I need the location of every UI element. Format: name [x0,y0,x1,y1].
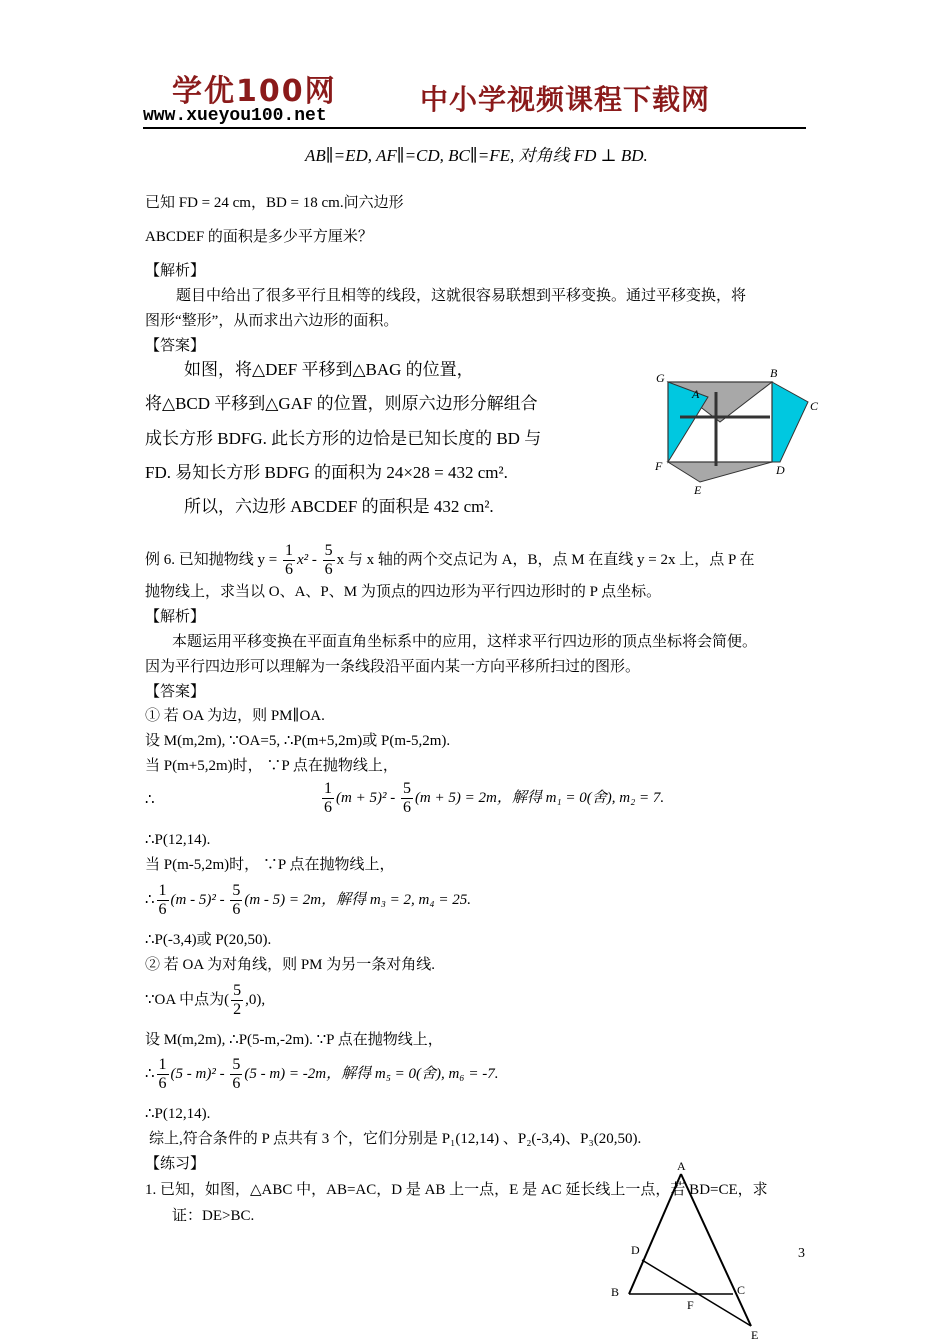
example6-analysis-label: 【解析】 [145,609,206,625]
solution-equation-2 [145,882,471,919]
label-b: B [770,366,778,380]
given-line-2: ABCDEF 的面积是多少平方厘米？ [145,229,373,245]
frac-num: 5 [232,882,241,899]
given-line-1: 已知 FD = 24 cm，BD = 18 cm.问六边形 [145,195,404,211]
example6-line1-b: x² - [296,551,321,568]
tri-label-c: C [737,1283,746,1297]
fraction-5-2 [231,982,243,1019]
frac-den: 6 [232,1075,241,1092]
frac-num: 5 [402,780,411,797]
example6-line1-c: x 与 x 轴的两个交点记为 A，B，点 M 在直线 y = 2x 上，点 P 在 [336,551,755,568]
example6-analysis-1: 本题运用平移变换在平面直角坐标系中的应用，这样求平行四边形的顶点坐标将会简便。 [172,634,758,650]
hexagon-figure [650,362,825,497]
frac-den: 6 [232,901,241,918]
answer-line-4: FD. 易知长方形 BDFG 的面积为 24×28 = 432 cm². [145,463,508,482]
answer-line-5: 所以，六边形 ABCDEF 的面积是 432 cm². [184,497,494,516]
label-f: F [655,459,663,473]
tri-label-e: E [751,1328,759,1340]
answer-line-3: 成长方形 BDFG. 此长方形的边恰是已知长度的 BD 与 [145,429,542,448]
answer-line-1: 如图，将△DEF 平移到△BAG 的位置， [184,360,474,379]
solution-line-5: ∴P(12,14). [145,832,211,848]
solution-equation-3 [145,1056,498,1093]
practice-1-line-1: 1. 已知，如图，△ABC 中，AB=AC，D 是 AB 上一点，E 是 AC 延长线上一点，若 BD=CE，求 [145,1182,768,1198]
equation-3-part-a: (5 - m)² - [170,1065,229,1082]
shape-cyan-right [772,382,808,462]
frac-num: 1 [158,882,167,899]
analysis-line-2: 图形“整形”，从而求出六边形的面积。 [145,313,399,329]
label-c: C [810,399,819,413]
tri-label-b: B [611,1285,620,1299]
equation-2-part-b: (m - 5) = 2m，解得 m₃ = 2, m₄ = 25. [244,891,471,908]
fraction-5-6 [323,542,335,579]
solution-line-11: 设 M(m,2m), ∴P(5-m,-2m). ∵P 点在抛物线上， [145,1032,443,1048]
shape-gray-bottom [668,462,772,482]
analysis-line-1: 题目中给出了很多平行且相等的线段，这就很容易联想到平移变换。通过平移变换，将 [176,288,747,304]
frac-den: 6 [324,799,332,816]
label-e: E [694,483,702,497]
solution-line-1: ① 若 OA 为边，则 PM∥OA. [145,708,325,724]
solution-line-9: ② 若 OA 为对角线，则 PM 为另一条对角线. [145,957,436,973]
fraction-1-6 [157,882,169,919]
label-d: D [776,463,785,477]
site-logo: 学优100网 [172,74,337,109]
solution-line-10 [145,982,265,1019]
solution-therefore: ∴ [145,792,155,808]
practice-label: 【练习】 [145,1156,206,1172]
answer-line-2: 将△BCD 平移到△GAF 的位置，则原六边形分解组合 [145,394,538,413]
solution-therefore: ∴ [145,1065,155,1082]
midpoint-text-b: ,0), [245,991,266,1008]
condition-line: AB∥=ED, AF∥=CD, BC∥=FE, 对角线 FD ⊥ BD. [305,146,648,165]
label-g: G [656,371,665,385]
side-ab [629,1174,681,1294]
frac-num: 1 [324,780,332,797]
header-divider [143,127,806,129]
solution-therefore: ∴ [145,891,155,908]
analysis-label: 【解析】 [145,263,206,279]
fraction-5-6 [230,1056,242,1093]
tri-label-a: A [677,1159,686,1173]
solution-line-2: 设 M(m,2m), ∵OA=5, ∴P(m+5,2m)或 P(m-5,2m). [145,733,451,749]
equation-1-part-a: (m + 5)² - [336,789,399,806]
frac-num: 5 [232,1056,241,1073]
midpoint-text-a: ∵OA 中点为( [145,991,230,1008]
practice-1-line-2: 证：DE>BC. [172,1208,255,1224]
fraction-5-6 [401,780,413,817]
example6-line1-a: 例 6. 已知抛物线 y = [145,551,281,568]
tri-label-d: D [631,1243,640,1257]
tri-label-f: F [687,1298,694,1312]
frac-num: 1 [158,1056,167,1073]
solution-line-13: ∴P(12,14). [145,1106,211,1122]
equation-2-part-a: (m - 5)² - [170,891,229,908]
frac-den: 6 [158,1075,167,1092]
fraction-5-6 [230,882,242,919]
label-a: A [692,387,700,401]
equation-3-part-b: (5 - m) = -2m，解得 m₅ = 0(舍), m₆ = -7. [244,1065,499,1082]
solution-line-8: ∴P(-3,4)或 P(20,50). [145,932,272,948]
example6-answer-label: 【答案】 [145,684,206,700]
frac-den: 6 [158,901,167,918]
site-title: 中小学视频课程下载网 [420,83,711,116]
solution-summary: 综上,符合条件的 P 点共有 3 个，它们分别是 P₁(12,14) 、P₂(-3,4)、P₃(20,50). [149,1131,642,1147]
solution-line-6: 当 P(m-5,2m)时， ∵P 点在抛物线上， [145,857,395,873]
frac-den: 2 [233,1001,242,1018]
fraction-1-6 [283,542,295,579]
triangle-figure [605,1158,775,1340]
page-number: 3 [798,1246,805,1261]
example6-analysis-2: 因为平行四边形可以理解为一条线段沿平面内某一方向平移所扫过的图形。 [145,659,641,675]
frac-num: 1 [284,542,293,559]
frac-den: 6 [324,561,333,578]
frac-den: 6 [284,561,293,578]
site-url: www.xueyou100.net [143,106,327,126]
equation-1-part-b: (m + 5) = 2m，解得 m₁ = 0(舍), m₂ = 7. [414,789,665,806]
frac-num: 5 [233,982,242,999]
frac-den: 6 [402,799,411,816]
solution-equation-1 [320,780,664,817]
fraction-1-6 [157,1056,169,1093]
answer-label: 【答案】 [145,338,206,354]
example6-line1 [145,542,755,579]
fraction-1-6 [322,780,334,817]
segment-de [642,1260,751,1326]
example6-line2: 抛物线上，求当以 O、A、P、M 为顶点的四边形为平行四边形时的 P 点坐标。 [145,584,662,600]
frac-num: 5 [324,542,333,559]
solution-line-3: 当 P(m+5,2m)时， ∵P 点在抛物线上， [145,758,398,774]
